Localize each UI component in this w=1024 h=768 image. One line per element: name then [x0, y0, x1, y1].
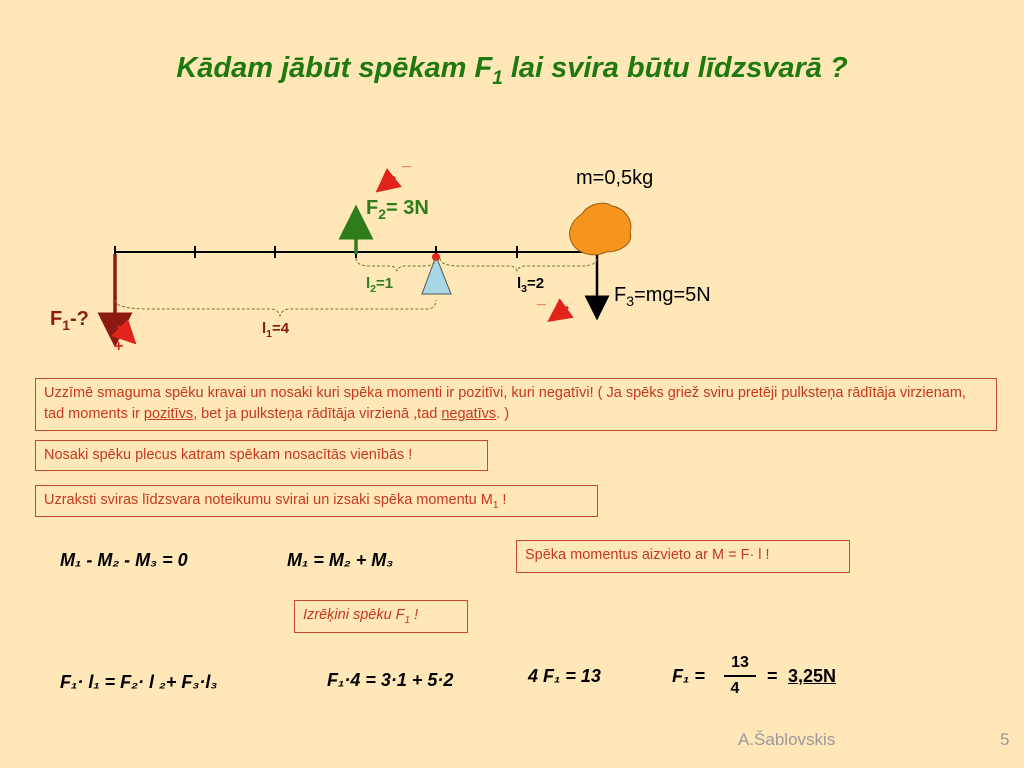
equation-substituted: F₁·4 = 3·1 + 5·2: [327, 670, 454, 690]
equation-m1: M₁ = M₂ + M₃: [287, 550, 394, 570]
instruction-box-equilibrium: Uzraksti sviras līdzsvara noteikumu svirai un izsaki spēka momentu $M_1$ !: [35, 485, 598, 517]
f3-label: $F_3=mg=5N$: [614, 284, 711, 309]
instruction-box-moments: Uzzīmē smaguma spēku kravai un nosaki kuri spēka momenti ir pozitīvi, kuri negatīvi! ( Ja spēks griež sviru pretēji pulksteņa rādītāja virzienam, tad moments ir pozitīvs, bet ja pulksteņa rādītāja virzienā ,tad negatīvs. ): [35, 378, 997, 431]
mass-label: m=0,5kg: [576, 167, 654, 189]
footer-author: A.Šablovskis: [738, 730, 836, 749]
fraction-numerator: 13: [731, 654, 749, 671]
instruction-box-substitute: Spēka momentus aizvieto ar M = F· l !: [516, 540, 850, 573]
sign-minus-right: _: [537, 290, 546, 307]
f1-label: $F_1-$?: [50, 308, 89, 333]
equation-result-lhs: F₁ =: [672, 666, 705, 686]
stone-icon: [570, 203, 631, 255]
l3-label: $l_3=2$: [517, 275, 545, 295]
equation-simplified: 4 F₁ = 13: [528, 666, 601, 686]
l1-label: $l_1=4$: [262, 320, 290, 340]
sign-plus: +: [114, 338, 124, 355]
brace-l3: [440, 258, 597, 271]
slide-title: Kādam jābūt spēkam $F_1$ lai svira būtu līdzsvarā ?: [176, 52, 848, 89]
fulcrum-triangle: [422, 256, 451, 294]
fraction-bar: [724, 675, 756, 677]
instruction-box-calculate: Izrēķini spēku $F_1$ !: [294, 600, 468, 633]
equation-force-arm: F₁· l₁ = F₂· l ₂+ F₃·l₃: [60, 672, 218, 692]
equation-moment-sum: M₁ - M₂ - M₃ = 0: [60, 550, 188, 570]
sign-minus-top: _: [402, 152, 411, 169]
f2-label: $F_2= 3N$: [366, 197, 429, 222]
instruction-box-lever-arms: Nosaki spēku plecus katram spēkam nosacītās vienībās !: [35, 440, 488, 471]
fraction-denominator: 4: [730, 680, 740, 697]
page-number: 5: [1000, 730, 1010, 749]
equation-result-value: 3,25N: [788, 666, 837, 686]
brace-l1: [115, 300, 436, 316]
rotation-arrow-minus-right: [557, 307, 568, 315]
rotation-arrow-plus: [118, 326, 128, 336]
equation-result-equals: =: [767, 666, 778, 686]
rotation-arrow-minus-top: [385, 177, 395, 185]
brace-l2: [356, 258, 436, 271]
l2-label: $l_2=1$: [366, 275, 394, 295]
